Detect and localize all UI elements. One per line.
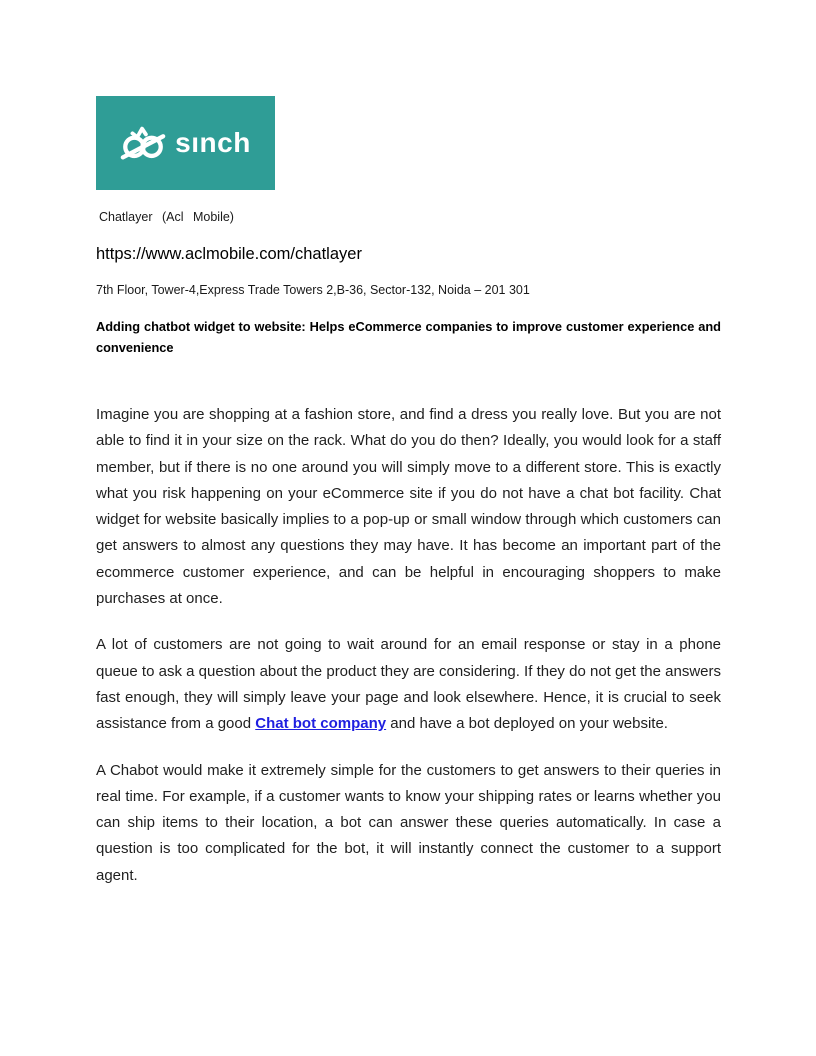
company-address: 7th Floor, Tower-4,Express Trade Towers 2,B-36, Sector-132, Noida – 201 301	[96, 283, 530, 297]
paragraph-intro: Imagine you are shopping at a fashion store, and find a dress you really love. But you are not able to find it in your size on the rack. What do you do then? Ideally, you would look for a staff member, but if there is no one around you will simply move to a different store. This is exactly what you risk happening on your eCommerce site if you do not have a chat bot facility. Chat widget for website basically implies to a pop-up or small window through which customers can get answers to almost any questions they may have. It has become an important part of the ecommerce customer experience, and can be helpful in encouraging shoppers to make purchases at once.	[96, 406, 721, 608]
document-content	[96, 96, 721, 909]
chat-bot-company-link[interactable]: Chat bot company	[255, 715, 387, 733]
paragraph-chatbot: A Chabot would make it extremely simple for the customers to get answers to their queries in real time. For example, if a customer wants to know your shipping rates or learns whether you can ship items to their location, a bot can answer these queries automatically. In case a question is too complicated for the bot, it will instantly connect the customer to a support agent.	[96, 761, 721, 884]
sinch-knot-icon	[120, 123, 166, 163]
sinch-logo	[96, 96, 275, 190]
company-subtitle: Chatlayer (Acl Mobile)	[99, 210, 234, 224]
sinch-wordmark: sınch	[175, 127, 251, 158]
paragraph-customers-pre: A lot of customers are not going to wait around for an email response or stay in a phone queue to ask a question about the product they are considering. If they do not get the answers fast enough, they will simply leave your page and look elsewhere. Hence, it is crucial to seek assistance from a good	[96, 636, 721, 733]
paragraph-customers-post: and have a bot deployed on your website.	[386, 715, 668, 733]
paragraph-customers	[96, 632, 721, 737]
article-headline: Adding chatbot widget to website: Helps eCommerce companies to improve customer experience and convenience	[96, 319, 721, 355]
company-url: https://www.aclmobile.com/chatlayer	[96, 245, 362, 263]
